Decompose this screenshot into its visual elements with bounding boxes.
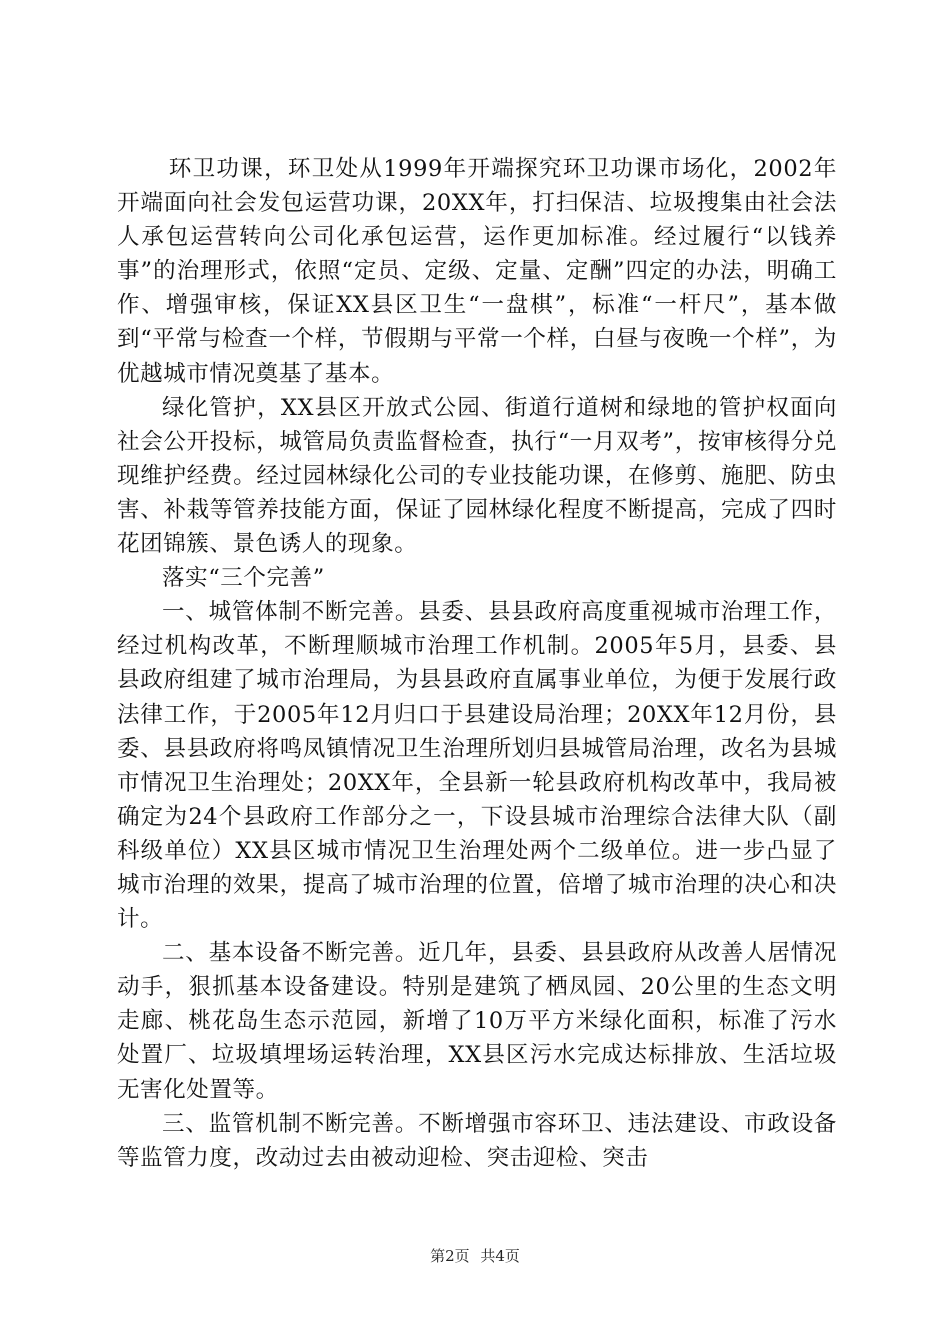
paragraph-management-system: 一、城管体制不断完善。县委、县县政府高度重视城市治理工作，经过机构改革，不断理顺城市治理工作机制。2005年5月，县委、县县政府组建了城市治理局，为县县政府直属事业单位，为便于发展行政法律工作，于2005年12月归口于县建设局治理；20XX年12月份，县委、县县政府将鸣凤镇情况卫生治理所划归县城管局治理，改名为县城市情况卫生治理处；20XX年，全县新一轮县政府机构改革中，我局被确定为24个县政府工作部分之一，下设县城市治理综合法律大队（副科级单位）XX县区城市情况卫生治理处两个二级单位。进一步凸显了城市治理的效果，提高了城市治理的位置，倍增了城市治理的决心和决计。 [117,599,837,933]
page-footer [0,1246,950,1266]
page-number: 第2页 [430,1247,470,1265]
page-total: 共4页 [480,1247,520,1265]
paragraph-sanitation: 环卫功课，环卫处从1999年开端探究环卫功课市场化，2002年开端面向社会发包运营功课，20XX年，打扫保洁、垃圾搜集由社会法人承包运营转向公司化承包运营，运作更加标准。经过履行“以钱养事”的治理形式，依照“定员、定级、定量、定酬”四定的办法，明确工作、增强审核，保证XX县区卫生“一盘棋”，标准“一杆尺”，基本做到“平常与检查一个样，节假期与平常一个样，白昼与夜晚一个样”，为优越城市情况奠基了基本。 [117,156,837,387]
paragraph-infrastructure: 二、基本设备不断完善。近几年，县委、县县政府从改善人居情况动手，狠抓基本设备建设。特别是建筑了栖凤园、20公里的生态文明走廊、桃花岛生态示范园，新增了10万平方米绿化面积，标准了污水处置厂、垃圾填埋场运转治理，XX县区污水完成达标排放、生活垃圾无害化处置等。 [117,940,837,1103]
paragraph-greening: 绿化管护，XX县区开放式公园、街道行道树和绿地的管护权面向社会公开投标，城管局负责监督检查，执行“一月双考”，按审核得分兑现维护经费。经过园林绿化公司的专业技能功课，在修剪、施肥、防虫害、补栽等管养技能方面，保证了园林绿化程度不断提高，完成了四时花团锦簇、景色诱人的现象。 [117,394,837,558]
section-heading-three-improvements: 落实“三个完善” [162,565,325,592]
document-body [117,152,837,1175]
paragraph-supervision: 三、监管机制不断完善。不断增强市容环卫、违法建设、市政设备等监管力度，改动过去由被动迎检、突击迎检、突击 [117,1110,837,1171]
